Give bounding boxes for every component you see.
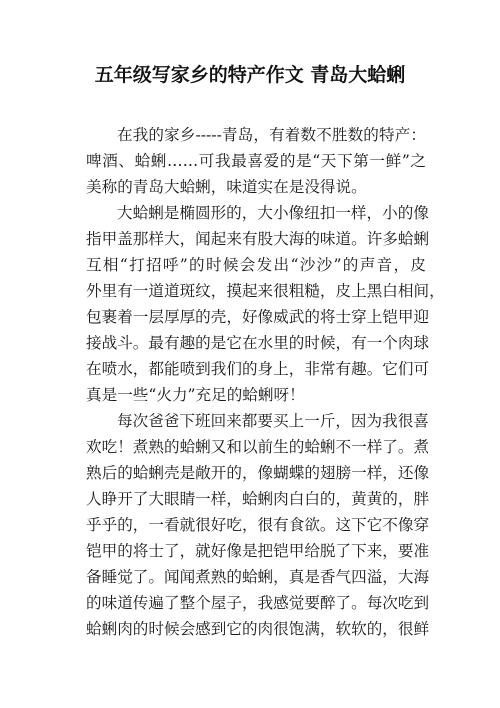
paragraph-2-line-2: 指甲盖那样大，闻起来有股大海的味道。许多蛤蜊	[86, 230, 430, 248]
paragraph-2-line-4: 外里有一道道斑纹，摸起来很粗糙，皮上黑白相间，	[86, 282, 445, 300]
paragraph-2-line-1: 大蛤蜊是椭圆形的，大小像纽扣一样，小的像	[117, 204, 429, 222]
paragraph-3-line-1: 每次爸爸下班回来都要买上一斤，因为我很喜	[117, 412, 429, 430]
paragraph-2-line-3: 互相“打招呼”的时候会发出“沙沙”的声音，皮	[86, 256, 426, 274]
paragraph-3-line-2: 欢吃！煮熟的蛤蜊又和以前生的蛤蜊不一样了。煮	[86, 438, 430, 456]
paragraph-1-line-1: 在我的家乡-----青岛，有着数不胜数的特产：	[117, 126, 426, 144]
paragraph-3-line-6: 铠甲的将士了，就好像是把铠甲给脱了下来，要准	[86, 542, 430, 560]
paragraph-3-line-4: 人睁开了大眼睛一样，蛤蜊肉白白的，黄黄的，胖	[86, 490, 430, 508]
paragraph-2-line-7: 在喷水，都能喷到我们的身上，非常有趣。它们可	[86, 360, 430, 378]
article-body	[86, 122, 445, 642]
paragraph-2-line-8: 真是一些“火力”充足的蛤蜊呀！	[86, 386, 305, 404]
paragraph-3-line-8: 的味道传遍了整个屋子，我感觉要醉了。每次吃到	[86, 594, 430, 612]
paragraph-1-line-3: 美称的青岛大蛤蜊，味道实在是没得说。	[86, 178, 367, 196]
paragraph-2-line-5: 包裹着一层厚厚的壳，好像威武的将士穿上铠甲迎	[86, 308, 430, 326]
paragraph-2-line-6: 接战斗。最有趣的是它在水里的时候，有一个肉球	[86, 334, 430, 352]
document-title: 五年级写家乡的特产作文 青岛大蛤蜊	[94, 64, 406, 86]
paragraph-1-line-2: 啤酒、蛤蜊……可我最喜爱的是“天下第一鲜”之	[86, 152, 426, 170]
paragraph-3-line-5: 乎乎的，一看就很好吃，很有食欲。这下它不像穿	[86, 516, 430, 534]
paragraph-3-line-9: 蛤蜊肉的时候会感到它的肉很饱满，软软的，很鲜	[86, 620, 430, 638]
paragraph-3-line-3: 熟后的蛤蜊壳是敞开的，像蝴蝶的翅膀一样，还像	[86, 464, 430, 482]
paragraph-3-line-7: 备睡觉了。闻闻煮熟的蛤蜊，真是香气四溢，大海	[86, 568, 430, 586]
